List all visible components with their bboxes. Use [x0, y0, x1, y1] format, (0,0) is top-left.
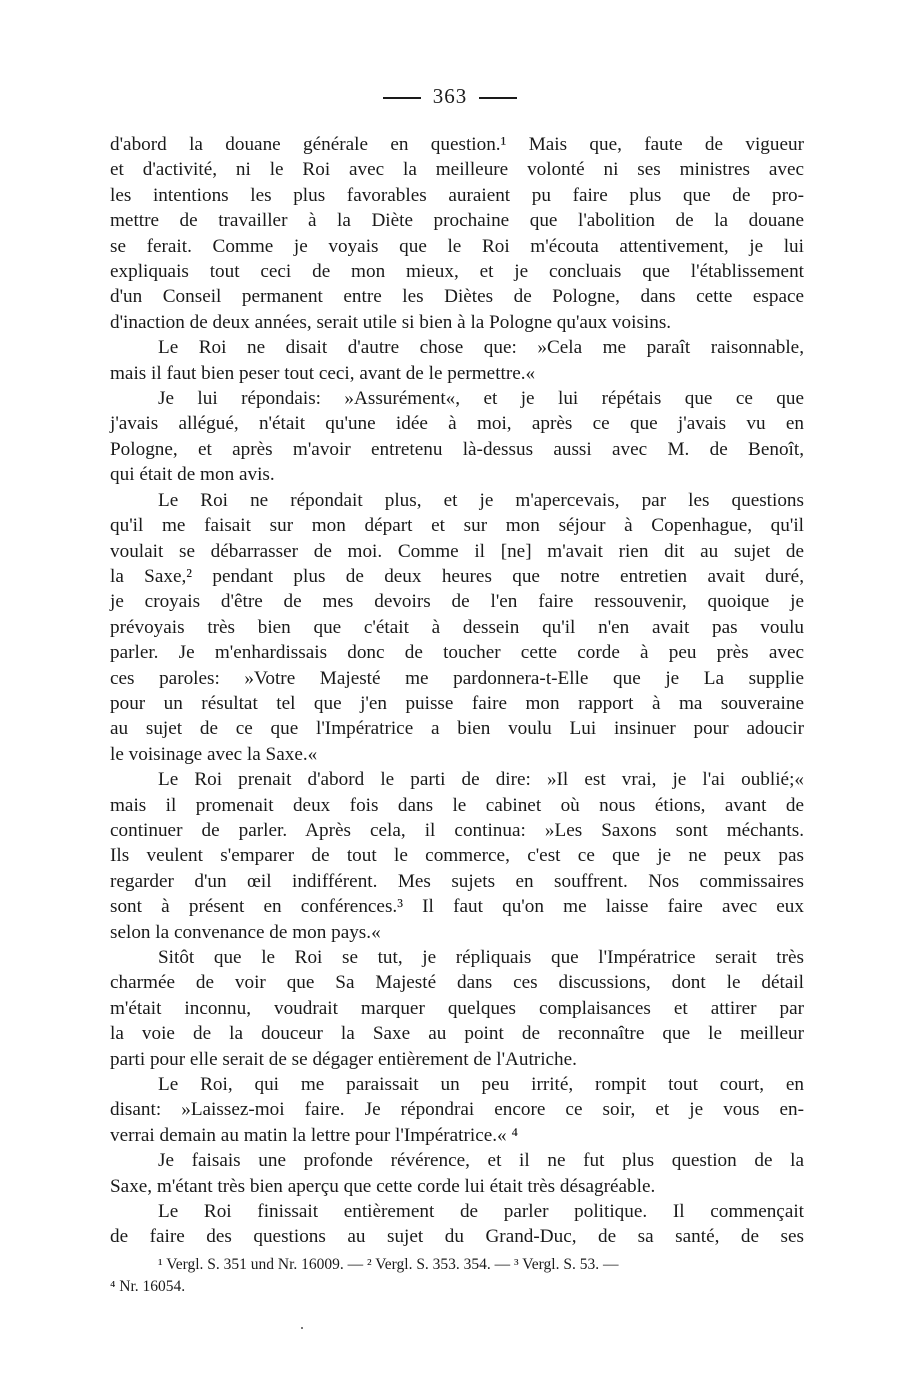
text-line: je croyais d'être de mes devoirs de l'en faire ressouvenir, quoique je [110, 591, 804, 613]
footnote-line: ⁴ Nr. 16054. [110, 1278, 186, 1295]
text-line: verrai demain au matin la lettre pour l'Impératrice.« ⁴ [110, 1124, 519, 1146]
text-line: disant: »Laissez-moi faire. Je répondrai encore ce soir, et je vous en- [110, 1099, 804, 1121]
body-text [110, 132, 804, 1250]
text-line: qu'il me faisait sur mon départ et sur mon séjour à Copenhague, qu'il [110, 515, 804, 537]
text-line: se ferait. Comme je voyais que le Roi m'écouta attentivement, je lui [110, 235, 804, 257]
page-header [0, 84, 900, 109]
paragraph [110, 1072, 804, 1148]
text-line: pour un résultat tel que j'en puisse faire mon rapport à ma souveraine [110, 692, 804, 714]
text-line: la Saxe,² pendant plus de deux heures que notre entretien avait duré, [110, 565, 804, 587]
footnotes [110, 1254, 804, 1298]
text-line: prévoyais très bien que c'était à dessein qu'il n'en avait pas voulu [110, 616, 804, 638]
text-line: Saxe, m'étant très bien aperçu que cette corde lui était très désagréable. [110, 1175, 656, 1197]
text-line: la voie de la douceur la Saxe au point de reconnaître que le meilleur [110, 1023, 804, 1045]
text-line: Je lui répondais: »Assurément«, et je lui répétais que ce que [158, 388, 804, 410]
text-line: qui était de mon avis. [110, 464, 275, 486]
text-line: j'avais allégué, n'était qu'une idée à moi, après ce que j'avais vu en [110, 413, 804, 435]
paragraph [110, 767, 804, 945]
text-line: expliquais tout ceci de mon mieux, et je concluais que l'établissement [110, 261, 804, 283]
text-line: selon la convenance de mon pays.« [110, 921, 381, 943]
text-line: voulait se débarrasser de moi. Comme il [ne] m'avait rien dit au sujet de [110, 540, 804, 562]
text-line: Le Roi prenait d'abord le parti de dire: »Il est vrai, je l'ai oublié;« [158, 769, 804, 791]
text-line: Pologne, et après m'avoir entretenu là-dessus aussi avec M. de Benoît, [110, 438, 804, 460]
text-line: Le Roi, qui me paraissait un peu irrité, rompit tout court, en [158, 1074, 804, 1096]
text-line: Sitôt que le Roi se tut, je répliquais que l'Impératrice serait très [158, 947, 804, 968]
paragraph [110, 945, 804, 1072]
header-dash-left [383, 97, 421, 99]
text-line: le voisinage avec la Saxe.« [110, 743, 318, 765]
text-line: les intentions les plus favorables auraient pu faire plus que de pro- [110, 184, 804, 206]
text-line: continuer de parler. Après cela, il continua: »Les Saxons sont méchants. [110, 819, 804, 841]
text-line: parti pour elle serait de se dégager entièrement de l'Autriche. [110, 1048, 577, 1070]
text-line: Le Roi ne répondait plus, et je m'apercevais, par les questions [158, 489, 804, 511]
footnote-line: ¹ Vergl. S. 351 und Nr. 16009. — ² Vergl. S. 353. 354. — ³ Vergl. S. 53. — [158, 1256, 619, 1273]
text-line: d'abord la douane générale en question.¹ Mais que, faute de vigueur [110, 134, 804, 155]
paragraph [110, 386, 804, 488]
text-line: mais il promenait deux fois dans le cabinet où nous étions, avant de [110, 794, 804, 816]
page-number: 363 [432, 84, 468, 108]
text-line: Le Roi finissait entièrement de parler politique. Il commençait [158, 1201, 804, 1223]
text-line: d'un Conseil permanent entre les Diètes de Pologne, dans cette espace [110, 286, 804, 308]
text-line: regarder d'un œil indifférent. Mes sujets en souffrent. Nos commissaires [110, 870, 804, 892]
text-line: charmée de voir que Sa Majesté dans ces discussions, dont le détail [110, 972, 804, 994]
text-line: mettre de travailler à la Diète prochaine que l'abolition de la douane [110, 210, 804, 232]
text-line: Je faisais une profonde révérence, et il ne fut plus question de la [158, 1150, 804, 1172]
text-line: Le Roi ne disait d'autre chose que: »Cela me paraît raisonnable, [158, 337, 804, 359]
page-speck [301, 1327, 303, 1329]
text-line: et d'activité, ni le Roi avec la meilleure volonté ni ses ministres avec [110, 159, 804, 181]
text-line: Ils veulent s'emparer de tout le commerce, c'est ce que je ne peux pas [110, 845, 804, 867]
text-line: de faire des questions au sujet du Grand-Duc, de sa santé, de ses [110, 1226, 804, 1248]
text-line: m'était inconnu, voudrait marquer quelques complaisances et attirer par [110, 997, 804, 1019]
paragraph [110, 488, 804, 767]
paragraph [110, 335, 804, 386]
paragraph [110, 132, 804, 335]
text-line: sont à présent en conférences.³ Il faut qu'on me laisse faire avec eux [110, 896, 804, 918]
text-line: parler. Je m'enhardissais donc de toucher cette corde à peu près avec [110, 642, 804, 664]
text-line: d'inaction de deux années, serait utile si bien à la Pologne qu'aux voisins. [110, 311, 672, 333]
paragraph [110, 1148, 804, 1199]
text-line: ces paroles: »Votre Majesté me pardonnera-t-Elle que je La supplie [110, 667, 804, 689]
header-dash-right [479, 97, 517, 99]
paragraph [110, 1199, 804, 1250]
text-line: au sujet de ce que l'Impératrice a bien voulu Lui insinuer pour adoucir [110, 718, 804, 740]
text-line: mais il faut bien peser tout ceci, avant de le permettre.« [110, 362, 536, 384]
